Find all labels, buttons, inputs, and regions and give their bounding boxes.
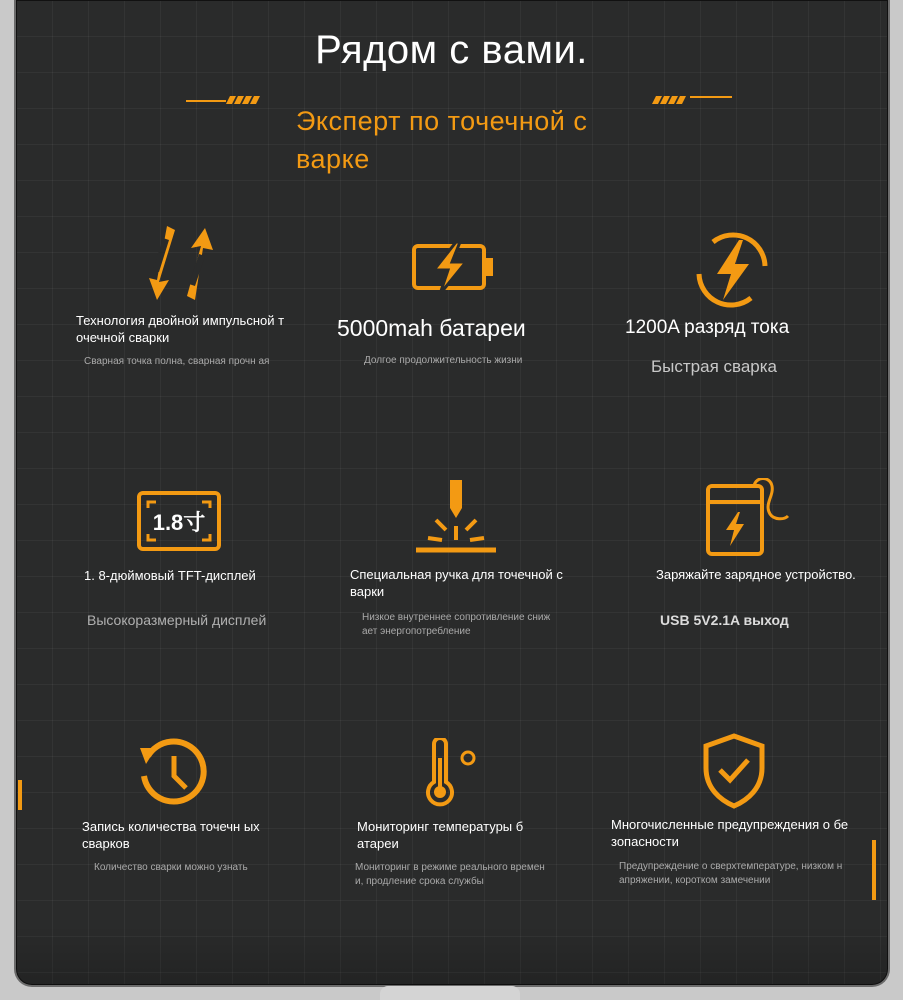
feature-desc-8: Мониторинг в режиме реального времен и, продление срока службы: [355, 862, 545, 887]
feature-label-5: Специальная ручка для точечной с варки: [350, 567, 563, 599]
feature-desc-3: Быстрая сварка: [651, 357, 778, 376]
feature-desc-2: Долгое продолжительность жизни: [364, 355, 523, 366]
welding-pen-icon: [412, 478, 500, 554]
feature-label-3: 1200A разряд тока: [625, 317, 790, 338]
feature-desc-9: Предупреждение о сверхтемпературе, низком н апряжении, коротком замечении: [619, 861, 843, 886]
thermometer-icon: [422, 738, 480, 808]
feature-desc-6: USB 5V2.1A выход: [660, 612, 789, 628]
bottom-bar: [380, 986, 520, 1000]
charger-icon: [704, 478, 790, 558]
circle-bolt-icon: [693, 230, 771, 308]
feature-desc-5: Низкое внутреннее сопротивление сниж ает энергопотребление: [362, 612, 551, 637]
left-accent-bar: [18, 780, 22, 810]
feature-label-1: Технология двойной импульсной т очечной сварки: [76, 313, 285, 345]
feature-desc-4: Высокоразмерный дисплей: [87, 612, 267, 628]
left-deco-lines: [186, 92, 268, 106]
feature-label-9: Многочисленные предупреждения о бе зопасности: [611, 817, 849, 849]
feature-label-4: 1. 8-дюймовый TFT-дисплей: [84, 568, 256, 583]
feature-label-2: 5000mah батареи: [337, 315, 526, 341]
right-deco-lines: [650, 92, 732, 106]
feature-label-7: Запись количества точечн ых сварков: [82, 819, 260, 851]
feature-desc-7: Количество сварки можно узнать: [94, 862, 248, 873]
feature-label-8: Мониторинг температуры б атареи: [357, 819, 524, 851]
display-icon-text: 1.8寸: [152, 510, 206, 535]
shield-check-icon: [700, 732, 768, 810]
feature-label-6: Заряжайте зарядное устройство.: [656, 567, 856, 582]
display-icon: [136, 490, 222, 552]
battery-bolt-icon: [410, 240, 496, 296]
feature-desc-1: Сварная точка полна, сварная прочн ая: [84, 356, 270, 367]
double-arrows-icon: [145, 224, 217, 302]
right-accent-bar: [872, 840, 876, 900]
page-subtitle: Эксперт по точечной с варке: [296, 106, 588, 174]
page-title: Рядом с вами.: [315, 28, 588, 72]
history-clock-icon: [136, 736, 212, 808]
